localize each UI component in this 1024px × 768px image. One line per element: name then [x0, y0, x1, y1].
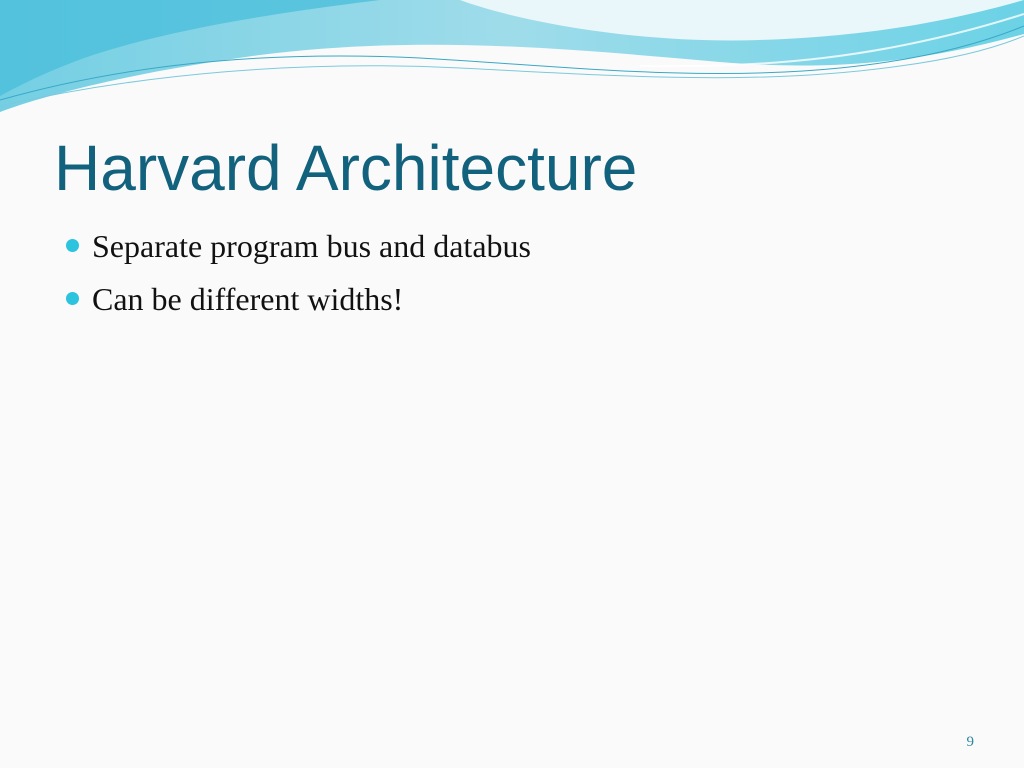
slide-title: Harvard Architecture — [54, 132, 638, 204]
bullet-dot-icon — [66, 292, 79, 305]
bullet-item — [66, 279, 531, 332]
bullet-list — [66, 226, 531, 332]
bullet-text: Separate program bus and databus — [92, 228, 531, 264]
bullet-text: Can be different widths! — [92, 281, 404, 317]
bullet-item — [66, 226, 531, 279]
bullet-dot-icon — [66, 239, 79, 252]
header-wave-decoration — [0, 0, 1024, 120]
slide-number: 9 — [966, 734, 974, 750]
